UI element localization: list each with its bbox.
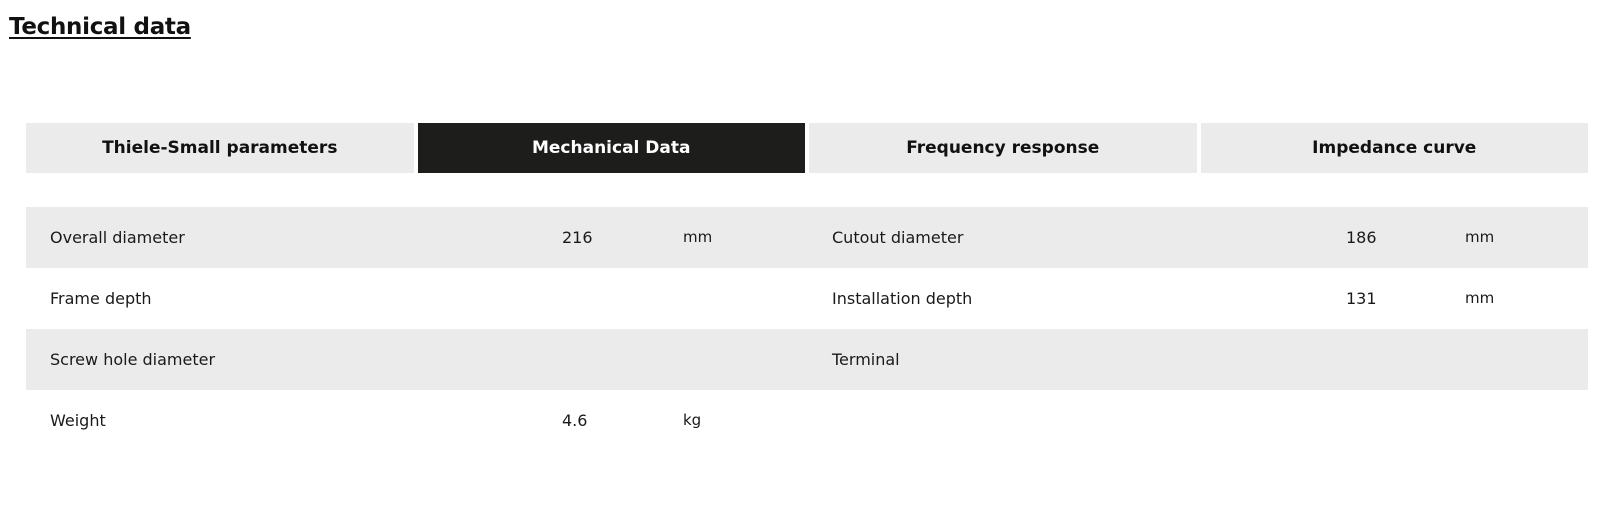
spec-label-screw-hole-diameter: Screw hole diameter — [50, 350, 216, 369]
spec-value-installation-depth: 131 — [1346, 289, 1377, 308]
tab-impedance-curve[interactable]: Impedance curve — [1201, 123, 1589, 173]
spec-unit-cutout-diameter: mm — [1465, 228, 1495, 246]
page-title: Technical data — [9, 14, 191, 40]
table-row — [26, 329, 1588, 390]
tab-frequency-response[interactable]: Frequency response — [809, 123, 1197, 173]
spec-unit-installation-depth: mm — [1465, 289, 1495, 307]
spec-label-frame-depth: Frame depth — [50, 289, 152, 308]
spec-label-terminal: Terminal — [832, 350, 900, 369]
tab-bar — [26, 123, 1588, 173]
spec-value-overall-diameter: 216 — [562, 228, 593, 247]
spec-label-weight: Weight — [50, 411, 106, 430]
tab-mechanical-data[interactable]: Mechanical Data — [418, 123, 806, 173]
spec-value-weight: 4.6 — [562, 411, 588, 430]
spec-unit-weight: kg — [683, 411, 702, 429]
tab-thiele-small-parameters[interactable]: Thiele-Small parameters — [26, 123, 414, 173]
table-row — [26, 268, 1588, 329]
spec-label-overall-diameter: Overall diameter — [50, 228, 185, 247]
table-row — [26, 207, 1588, 268]
spec-unit-overall-diameter: mm — [683, 228, 713, 246]
table-row — [26, 390, 1588, 451]
spec-label-cutout-diameter: Cutout diameter — [832, 228, 964, 247]
spec-value-cutout-diameter: 186 — [1346, 228, 1377, 247]
mechanical-data-table — [26, 207, 1588, 451]
spec-label-installation-depth: Installation depth — [832, 289, 973, 308]
